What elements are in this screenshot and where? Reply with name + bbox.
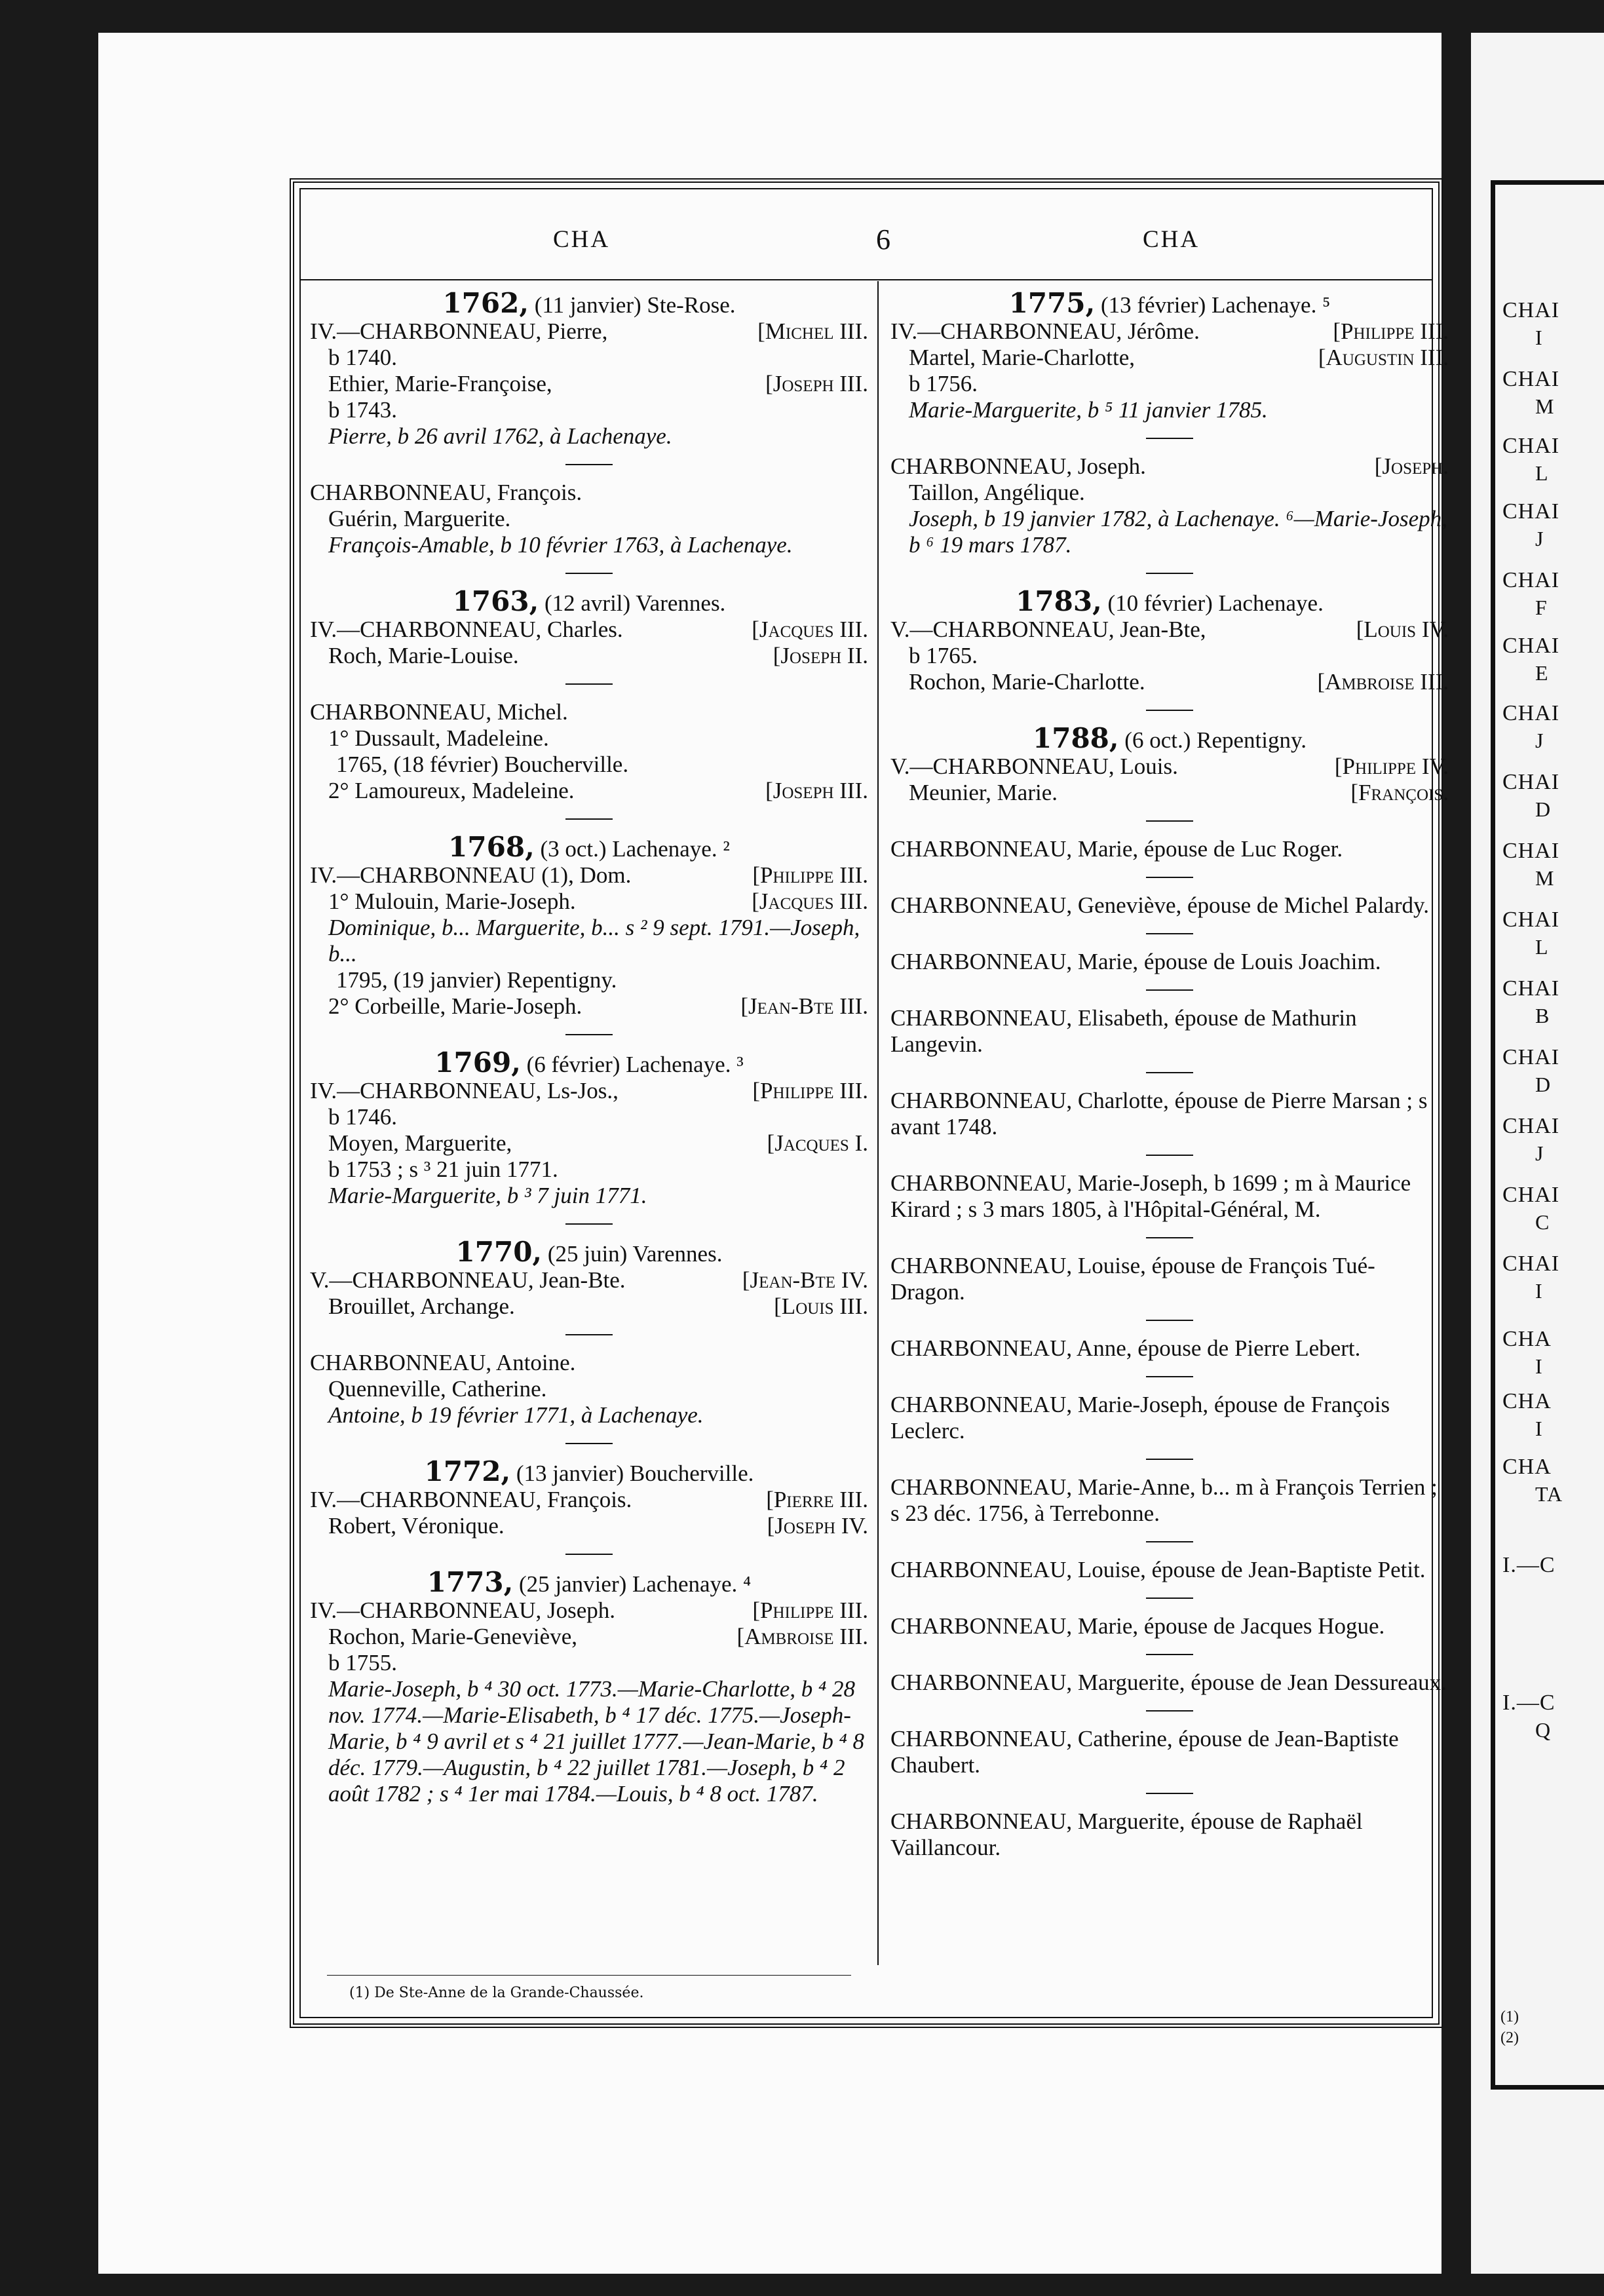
entry-separator [1146,1793,1193,1794]
children-baptisms: Pierre, b 26 avril 1762, à Lachenaye. [328,423,672,449]
header-left: CHA [553,226,611,253]
adjacent-page-stub [1502,701,1559,753]
genealogy-entry-line: 1765, (18 février) Boucherville. [336,752,629,777]
entry-parent-ref: [François. [1350,780,1449,805]
entry-name: IV.—CHARBONNEAU, Pierre, [310,318,608,344]
page-frame-inner [299,188,1449,2018]
entry-name: IV.—CHARBONNEAU, Charles. [310,617,623,642]
entry-separator [565,1034,613,1035]
adjacent-page-stub [1502,976,1559,1028]
stub-subtext: M [1535,394,1555,418]
marriage-year-line [890,722,1449,754]
entry-parent-ref: [Ambroise III. [1317,669,1449,695]
marriage-year: 1763, [452,585,539,617]
entry-separator [1146,1320,1193,1321]
genealogy-entry-line: CHARBONNEAU, Marie, épouse de Jacques Hogue. [890,1613,1385,1639]
marriage-year-line [310,1566,868,1598]
stub-subtext: L [1535,935,1549,959]
genealogy-entry-row [310,862,868,889]
stub-text: CHAI [1502,839,1560,863]
running-header [301,225,1432,265]
entry-separator [1146,573,1193,574]
adjacent-page-stub [1502,1691,1556,1742]
genealogy-entry-line: CHARBONNEAU, Geneviève, épouse de Michel Palardy. [890,892,1429,918]
adjacent-page-stub [1502,908,1559,959]
page-frame [290,178,1449,2028]
marriage-year-line [310,585,868,617]
entry-parent-ref: [Augustin III. [1318,345,1449,370]
marriage-date-place: (13 janvier) Boucherville. [516,1461,754,1486]
entry-parent-ref: [Jacques I. [767,1130,868,1156]
stub-text: CHAI [1502,976,1560,1001]
stub-text: CHA [1502,1327,1552,1351]
stub-subtext: D [1535,1073,1552,1096]
header-rule [301,279,1432,280]
genealogy-entry-line: CHARBONNEAU, Marie-Anne, b... m à François Terrien ; s 23 déc. 1756, à Terrebonne. [890,1474,1438,1526]
adjacent-page-footnote: (1) [1500,2008,1519,2025]
genealogy-entry-line: CHARBONNEAU, Marie, épouse de Luc Roger. [890,836,1343,862]
children-baptisms: Dominique, b... Marguerite, b... s ² 9 sept. 1791.—Joseph, b... [328,915,860,966]
entry-parent-ref: [Joseph III. [765,371,868,396]
entry-parent-ref: [Joseph III. [765,778,868,803]
entry-name: IV.—CHARBONNEAU, Ls-Jos., [310,1078,619,1103]
genealogy-entry-line: CHARBONNEAU, Catherine, épouse de Jean-Baptiste Chaubert. [890,1726,1399,1778]
genealogy-entry-row [310,1624,868,1650]
entry-separator [1146,1459,1193,1460]
entry-parent-ref: [Pierre III. [766,1487,868,1512]
genealogy-entry-row [890,453,1449,480]
children-baptisms: Joseph, b 19 janvier 1782, à Lachenaye. ⁶—Marie-Joseph, b ⁶ 19 mars 1787. [909,506,1447,558]
genealogy-entry-line: b 1740. [328,345,397,370]
marriage-year-line [310,1455,868,1487]
adjacent-page-stub [1502,568,1559,620]
entry-separator [565,573,613,574]
marriage-year-line [310,1236,868,1268]
entry-name: IV.—CHARBONNEAU, Joseph. [310,1598,616,1623]
adjacent-page-stub [1502,1327,1552,1379]
entry-separator [1146,877,1193,878]
entry-name: V.—CHARBONNEAU, Jean-Bte. [310,1267,626,1293]
entry-parent-ref: [Jean-Bte III. [740,993,868,1019]
genealogy-entry-line: Guérin, Marguerite. [328,506,511,531]
entry-parent-ref: [Louis IV. [1356,617,1449,642]
marriage-date-place: (6 oct.) Repentigny. [1124,727,1307,753]
entry-name: Ethier, Marie-Françoise, [328,371,552,396]
stub-text: CHAI [1502,434,1560,458]
genealogy-entry-row [890,617,1449,643]
adjacent-page-stub [1502,298,1559,350]
stub-text: CHAI [1502,634,1560,658]
genealogy-entry-line: 1795, (19 janvier) Repentigny. [336,967,617,993]
genealogy-entry-row [890,780,1449,806]
genealogy-entry-line: Quenneville, Catherine. [328,1376,547,1402]
genealogy-entry-row [310,1267,868,1293]
entry-name: Rochon, Marie-Geneviève, [328,1624,577,1649]
children-baptisms: Marie-Marguerite, b ⁵ 11 janvier 1785. [909,397,1268,423]
genealogy-entry-line: CHARBONNEAU, Marguerite, épouse de Jean Dessureaux. [890,1670,1447,1695]
adjacent-page-stub [1502,1455,1563,1506]
genealogy-entry-row [310,643,868,669]
stub-text: CHAI [1502,770,1560,794]
stub-subtext: L [1535,461,1549,485]
entry-parent-ref: [Philippe III. [752,1598,868,1623]
footnote-rule [327,1975,851,1976]
stub-subtext: J [1535,1141,1544,1165]
entry-separator [565,464,613,465]
marriage-year: 1772, [424,1455,511,1487]
entry-separator [1146,1155,1193,1156]
stub-subtext: TA [1535,1482,1563,1506]
entry-name: Moyen, Marguerite, [328,1130,512,1156]
entry-separator [1146,989,1193,991]
marriage-year: 1770, [455,1236,543,1268]
adjacent-page-footnote: (2) [1500,2029,1519,2046]
adjacent-page-stub [1502,1389,1552,1441]
entry-parent-ref: [Joseph II. [773,643,868,668]
entry-name: IV.—CHARBONNEAU, François. [310,1487,632,1512]
genealogy-entry-row [310,617,868,643]
marriage-year: 1773, [427,1566,514,1598]
genealogy-entry-line: CHARBONNEAU, Charlotte, épouse de Pierre Marsan ; s avant 1748. [890,1088,1428,1139]
entry-parent-ref: [Ambroise III. [736,1624,868,1649]
adjacent-page-stub [1502,1045,1559,1097]
marriage-date-place: (25 janvier) Lachenaye. ⁴ [519,1571,752,1597]
children-baptisms: Antoine, b 19 février 1771, à Lachenaye. [328,1402,704,1428]
marriage-year: 1788, [1033,722,1119,754]
marriage-year: 1762, [442,287,529,319]
entry-separator [1146,1072,1193,1073]
genealogy-entry-row [310,1487,868,1513]
entry-separator [1146,1710,1193,1712]
children-baptisms: Marie-Marguerite, b ³ 7 juin 1771. [328,1183,647,1208]
entry-separator [1146,1598,1193,1599]
genealogy-entry-line: CHARBONNEAU, Louise, épouse de François Tué-Dragon. [890,1253,1375,1305]
stub-subtext: F [1535,596,1548,619]
entry-name: Martel, Marie-Charlotte, [909,345,1136,370]
entry-parent-ref: [Joseph IV. [767,1513,868,1539]
stub-subtext: I [1535,1279,1543,1303]
genealogy-entry-line: Taillon, Angélique. [909,480,1085,505]
stub-text: CHAI [1502,1252,1560,1276]
entry-name: 2° Corbeille, Marie-Joseph. [328,993,582,1019]
stub-text: CHAI [1502,908,1560,932]
genealogy-entry-row [890,318,1449,345]
left-column [310,289,868,1807]
genealogy-entry-row [310,778,868,804]
column-divider [877,281,879,1965]
entry-separator [1146,820,1193,822]
adjacent-page-stub [1502,367,1559,419]
adjacent-page-stub [1502,1183,1559,1234]
stub-subtext: D [1535,797,1552,821]
marriage-year: 1769, [434,1046,521,1079]
adjacent-page-stub [1502,634,1559,685]
header-right: CHA [1143,226,1200,253]
genealogy-entry-row [890,669,1449,695]
genealogy-entry-line: CHARBONNEAU, Anne, épouse de Pierre Lebert. [890,1335,1361,1361]
entry-separator [1146,933,1193,934]
children-baptisms: François-Amable, b 10 février 1763, à Lachenaye. [328,532,793,558]
genealogy-entry-line: CHARBONNEAU, Elisabeth, épouse de Mathurin Langevin. [890,1005,1357,1057]
marriage-date-place: (6 février) Lachenaye. ³ [526,1052,744,1077]
genealogy-entry-line: b 1743. [328,397,397,423]
entry-separator [1146,1376,1193,1377]
marriage-date-place: (11 janvier) Ste-Rose. [534,292,736,318]
entry-separator [1146,438,1193,439]
stub-text: CHA [1502,1455,1552,1479]
stub-text: I.—C [1502,1553,1556,1577]
entry-parent-ref: [Philippe III. [1333,318,1449,344]
stub-text: CHAI [1502,1045,1560,1069]
entry-name: Meunier, Marie. [909,780,1058,805]
page-number: 6 [876,223,892,256]
stub-subtext: I [1535,1417,1543,1440]
genealogy-entry-row [310,993,868,1020]
genealogy-entry-line: b 1746. [328,1104,397,1130]
stub-subtext: M [1535,866,1555,890]
entry-separator [565,683,613,685]
adjacent-page-stub [1502,1252,1559,1303]
stub-text: CHAI [1502,499,1560,524]
entry-name: V.—CHARBONNEAU, Jean-Bte, [890,617,1206,642]
entry-name: IV.—CHARBONNEAU, Jérôme. [890,318,1200,344]
stub-text: CHAI [1502,367,1560,391]
marriage-year-line [310,287,868,319]
entry-separator [1146,710,1193,711]
stub-subtext: B [1535,1004,1550,1027]
entry-parent-ref: [Jacques III. [752,889,868,914]
genealogy-entry-row [310,1513,868,1539]
entry-parent-ref: [Philippe III. [752,862,868,888]
genealogy-entry-line: CHARBONNEAU, Marguerite, épouse de Raphaël Vaillancour. [890,1808,1363,1860]
entry-name: CHARBONNEAU, Joseph. [890,453,1146,479]
stub-text: CHAI [1502,298,1560,322]
genealogy-entry-line: CHARBONNEAU, Antoine. [310,1350,576,1375]
genealogy-entry-line: b 1756. [909,371,978,396]
adjacent-page-stub [1502,839,1559,890]
entry-separator [565,1223,613,1225]
genealogy-entry-line: b 1755. [328,1650,397,1675]
genealogy-entry-row [890,345,1449,371]
genealogy-entry-row [310,1078,868,1104]
entry-separator [1146,1237,1193,1238]
stub-text: CHAI [1502,1114,1560,1138]
adjacent-page-edge [1471,33,1604,2274]
genealogy-entry-line: b 1753 ; s ³ 21 juin 1771. [328,1157,558,1182]
stub-text: CHAI [1502,1183,1560,1207]
right-column [890,289,1449,1861]
adjacent-page-stub [1502,1553,1556,1578]
genealogy-entry-row [310,371,868,397]
stub-subtext: C [1535,1210,1550,1234]
entry-name: Rochon, Marie-Charlotte. [909,669,1145,695]
genealogy-entry-line: b 1765. [909,643,978,668]
entry-parent-ref: [Philippe IV. [1334,754,1449,779]
genealogy-entry-row [310,1293,868,1320]
genealogy-entry-row [310,1130,868,1157]
adjacent-page-stub [1502,499,1559,551]
entry-separator [565,1554,613,1555]
stub-text: CHAI [1502,701,1560,725]
stub-text: I.—C [1502,1691,1556,1715]
marriage-date-place: (3 oct.) Lachenaye. ² [540,836,730,862]
stub-text: CHAI [1502,568,1560,592]
genealogy-entry-line: 1° Dussault, Madeleine. [328,725,549,751]
stub-subtext: I [1535,326,1543,349]
entry-parent-ref: [Louis III. [774,1293,868,1319]
stub-subtext: E [1535,661,1549,685]
genealogy-entry-row [310,889,868,915]
genealogy-entry-row [310,1598,868,1624]
genealogy-entry-line: CHARBONNEAU, François. [310,480,582,505]
entry-parent-ref: [Joseph. [1374,453,1449,479]
entry-name: V.—CHARBONNEAU, Louis. [890,754,1178,779]
entry-separator [1146,1654,1193,1655]
children-baptisms: Marie-Joseph, b ⁴ 30 oct. 1773.—Marie-Charlotte, b ⁴ 28 nov. 1774.—Marie-Elisabeth, b ⁴ 17 déc. 1775.—Joseph-Marie, b ⁴ 9 avril et s ⁴ 21 juillet 1777.—Jean-Marie, b ⁴ 8 déc. 1779.—Augustin, b ⁴ 22 juillet 1781.—Joseph, b ⁴ 2 août 1782 ; s ⁴ 1er mai 1784.—Louis, b ⁴ 8 oct. 1787. [328,1676,865,1807]
genealogy-entry-line: CHARBONNEAU, Marie-Joseph, épouse de François Leclerc. [890,1392,1390,1444]
entry-separator [565,818,613,820]
adjacent-page-stub [1502,434,1559,486]
marriage-date-place: (12 avril) Varennes. [544,590,726,616]
entry-separator [565,1334,613,1335]
adjacent-page-stub [1502,1114,1559,1166]
marriage-year-line [310,1046,868,1079]
entry-name: Robert, Véronique. [328,1513,505,1539]
entry-parent-ref: [Michel III. [757,318,868,344]
stub-text: CHA [1502,1389,1552,1413]
marriage-year-line [310,831,868,863]
entry-name: Brouillet, Archange. [328,1293,515,1319]
entry-parent-ref: [Jean-Bte IV. [742,1267,868,1293]
stub-subtext: J [1535,527,1544,550]
marriage-date-place: (25 juin) Varennes. [547,1241,723,1267]
genealogy-entry-line: CHARBONNEAU, Michel. [310,699,568,725]
entry-name: Roch, Marie-Louise. [328,643,519,668]
marriage-year: 1775, [1008,287,1096,319]
stub-subtext: J [1535,729,1544,752]
entry-name: 2° Lamoureux, Madeleine. [328,778,575,803]
marriage-year-line [890,585,1449,617]
entry-separator [565,1443,613,1444]
genealogy-entry-line: CHARBONNEAU, Marie, épouse de Louis Joachim. [890,949,1381,974]
entry-separator [1146,1541,1193,1542]
entry-parent-ref: [Philippe III. [752,1078,868,1103]
stub-subtext: I [1535,1354,1543,1378]
entry-parent-ref: [Jacques III. [752,617,868,642]
marriage-year-line [890,287,1449,319]
entry-name: 1° Mulouin, Marie-Joseph. [328,889,576,914]
marriage-date-place: (10 février) Lachenaye. [1107,590,1324,616]
adjacent-page-stub [1502,770,1559,822]
entry-name: IV.—CHARBONNEAU (1), Dom. [310,862,632,888]
genealogy-entry-line: CHARBONNEAU, Marie-Joseph, b 1699 ; m à Maurice Kirard ; s 3 mars 1805, à l'Hôpital-Général, M. [890,1170,1411,1222]
genealogy-entry-row [890,754,1449,780]
stub-subtext: Q [1535,1718,1552,1742]
marriage-year: 1783, [1016,585,1102,617]
marriage-year: 1768, [448,831,535,863]
footnote: (1) De Ste-Anne de la Grande-Chaussée. [349,1985,644,2001]
marriage-date-place: (13 février) Lachenaye. ⁵ [1100,292,1331,318]
genealogy-entry-line: CHARBONNEAU, Louise, épouse de Jean-Baptiste Petit. [890,1557,1426,1582]
genealogy-entry-row [310,318,868,345]
